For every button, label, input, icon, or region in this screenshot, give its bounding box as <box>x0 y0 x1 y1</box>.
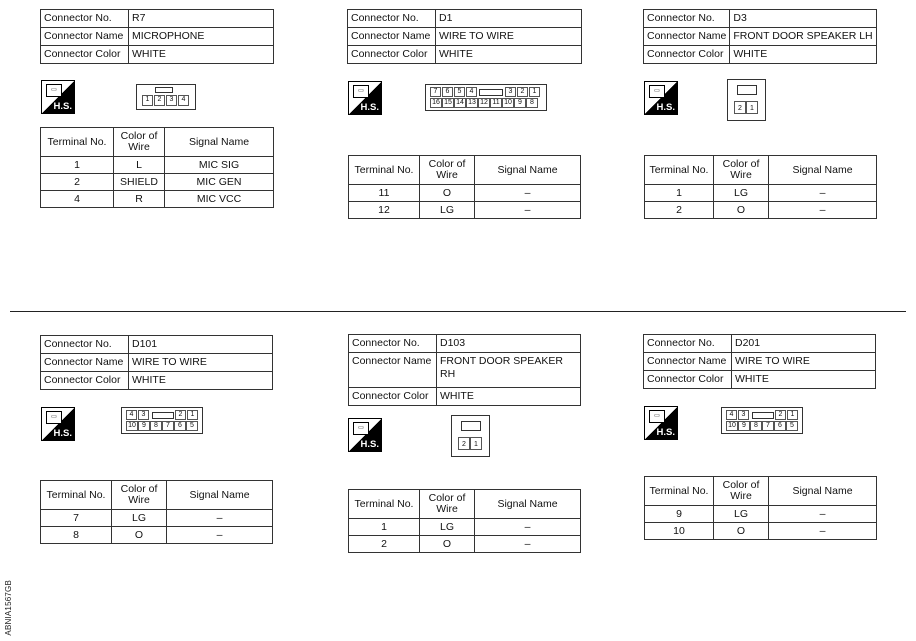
header-terminal-no: Terminal No. <box>41 481 112 510</box>
wire-color-cell: R <box>114 191 165 208</box>
pin-label: 2 <box>734 101 746 114</box>
signal-cell: – <box>475 536 581 553</box>
section-divider <box>10 311 906 312</box>
wire-color-cell: O <box>420 185 475 202</box>
connector-latch <box>155 87 173 93</box>
connector-name-value: WIRE TO WIRE <box>436 28 582 46</box>
pin-label: 1 <box>746 101 758 114</box>
table-row <box>645 523 877 540</box>
terminal-cell: 1 <box>41 157 114 174</box>
label-connector-color: Connector Color <box>41 46 129 64</box>
pin-label: 5 <box>454 87 465 97</box>
pin-label: 10 <box>126 421 138 431</box>
header-signal-name: Signal Name <box>475 490 581 519</box>
label-connector-no: Connector No. <box>41 336 129 354</box>
pin-label: 3 <box>166 95 177 106</box>
pin-label: 1 <box>470 437 482 450</box>
pin-label: 10 <box>726 421 738 431</box>
hs-label: H.S. <box>53 428 72 439</box>
figure-id: ABNIA1567GB <box>4 580 13 636</box>
connector-mini-icon: ▭ <box>353 85 369 98</box>
header-signal-name: Signal Name <box>475 156 581 185</box>
signal-cell: – <box>769 506 877 523</box>
pin-label: 13 <box>466 98 478 108</box>
label-connector-color: Connector Color <box>349 388 437 406</box>
label-connector-name: Connector Name <box>644 28 730 46</box>
signal-cell: – <box>475 202 581 219</box>
pin-label: 5 <box>786 421 798 431</box>
header-color-of-wire: Color of Wire <box>114 128 165 157</box>
connector-color-value: WHITE <box>437 388 581 406</box>
terminal-cell: 10 <box>645 523 714 540</box>
terminal-table-d3 <box>644 155 877 219</box>
pin-label: 11 <box>490 98 502 108</box>
wire-color-cell: O <box>112 527 167 544</box>
hs-label: H.S. <box>656 427 675 438</box>
header-terminal-no: Terminal No. <box>645 156 714 185</box>
terminal-cell: 1 <box>645 185 714 202</box>
table-row <box>41 510 273 527</box>
pin-label: 1 <box>187 410 198 420</box>
connector-color-value: WHITE <box>730 46 876 64</box>
connector-latch <box>752 412 774 419</box>
pin-label: 4 <box>466 87 477 97</box>
pin-label: 2 <box>175 410 186 420</box>
connector-face-d3 <box>727 79 766 121</box>
pin-label: 7 <box>762 421 774 431</box>
wire-color-cell: LG <box>420 202 475 219</box>
header-color-of-wire: Color of Wire <box>714 477 769 506</box>
harness-side-icon <box>644 81 678 115</box>
pin-label: 14 <box>454 98 466 108</box>
harness-side-icon <box>348 418 382 452</box>
signal-cell: – <box>769 523 877 540</box>
connector-no-value: D103 <box>437 335 581 353</box>
terminal-cell: 7 <box>41 510 112 527</box>
label-connector-name: Connector Name <box>348 28 436 46</box>
pin-label: 4 <box>726 410 737 420</box>
connector-name-value: FRONT DOOR SPEAKER LH <box>730 28 876 46</box>
hs-label: H.S. <box>53 101 72 112</box>
wire-color-cell: LG <box>714 185 769 202</box>
terminal-table-d101 <box>40 480 273 544</box>
wire-color-cell: LG <box>714 506 769 523</box>
connector-color-value: WHITE <box>129 46 274 64</box>
connector-info-d1 <box>347 9 582 64</box>
terminal-table-d201 <box>644 476 877 540</box>
signal-cell: – <box>475 519 581 536</box>
label-connector-name: Connector Name <box>349 353 437 388</box>
hs-label: H.S. <box>656 102 675 113</box>
table-row <box>41 191 274 208</box>
table-row <box>41 527 273 544</box>
terminal-cell: 2 <box>41 174 114 191</box>
pin-label: 8 <box>150 421 162 431</box>
connector-mini-icon: ▭ <box>353 422 369 435</box>
terminal-table-d103 <box>348 489 581 553</box>
pin-label: 5 <box>186 421 198 431</box>
pin-label: 8 <box>526 98 538 108</box>
terminal-cell: 9 <box>645 506 714 523</box>
connector-no-value: D201 <box>732 335 876 353</box>
wire-color-cell: L <box>114 157 165 174</box>
signal-cell: MIC VCC <box>165 191 274 208</box>
label-connector-name: Connector Name <box>41 354 129 372</box>
pin-label: 3 <box>505 87 516 97</box>
pin-label: 6 <box>442 87 453 97</box>
signal-cell: MIC SIG <box>165 157 274 174</box>
pin-label: 7 <box>430 87 441 97</box>
connector-info-d201 <box>643 334 876 389</box>
label-connector-color: Connector Color <box>644 46 730 64</box>
header-color-of-wire: Color of Wire <box>420 156 475 185</box>
connector-face-d101 <box>121 407 203 434</box>
terminal-cell: 8 <box>41 527 112 544</box>
label-connector-no: Connector No. <box>644 335 732 353</box>
hs-label: H.S. <box>360 102 379 113</box>
header-terminal-no: Terminal No. <box>41 128 114 157</box>
table-row <box>349 202 581 219</box>
header-color-of-wire: Color of Wire <box>112 481 167 510</box>
terminal-cell: 2 <box>645 202 714 219</box>
table-row <box>645 185 877 202</box>
connector-mini-icon: ▭ <box>46 411 62 424</box>
table-row <box>41 157 274 174</box>
pin-label: 9 <box>514 98 526 108</box>
pin-label: 15 <box>442 98 454 108</box>
connector-face-d201 <box>721 407 803 434</box>
connector-face-d103 <box>451 415 490 457</box>
connector-name-value: WIRE TO WIRE <box>129 354 273 372</box>
header-color-of-wire: Color of Wire <box>420 490 475 519</box>
connector-latch <box>461 421 481 431</box>
connector-color-value: WHITE <box>129 372 273 390</box>
pin-label: 6 <box>774 421 786 431</box>
connector-name-value: MICROPHONE <box>129 28 274 46</box>
wire-color-cell: SHIELD <box>114 174 165 191</box>
header-signal-name: Signal Name <box>167 481 273 510</box>
connector-no-value: D101 <box>129 336 273 354</box>
wire-color-cell: O <box>420 536 475 553</box>
pin-label: 9 <box>138 421 150 431</box>
header-color-of-wire: Color of Wire <box>714 156 769 185</box>
signal-cell: – <box>475 185 581 202</box>
table-row <box>349 536 581 553</box>
terminal-cell: 12 <box>349 202 420 219</box>
pin-label: 4 <box>178 95 189 106</box>
header-signal-name: Signal Name <box>165 128 274 157</box>
connector-info-r7 <box>40 9 274 64</box>
table-row <box>41 174 274 191</box>
connector-latch <box>737 85 757 95</box>
pin-label: 16 <box>430 98 442 108</box>
table-row <box>349 519 581 536</box>
pin-label: 12 <box>478 98 490 108</box>
terminal-cell: 1 <box>349 519 420 536</box>
header-signal-name: Signal Name <box>769 156 877 185</box>
table-row <box>645 506 877 523</box>
pin-label: 3 <box>738 410 749 420</box>
terminal-cell: 4 <box>41 191 114 208</box>
label-connector-name: Connector Name <box>41 28 129 46</box>
hs-label: H.S. <box>360 439 379 450</box>
connector-no-value: D3 <box>730 10 876 28</box>
harness-side-icon <box>41 80 75 114</box>
pin-label: 10 <box>502 98 514 108</box>
connector-info-d101 <box>40 335 273 390</box>
signal-cell: – <box>769 202 877 219</box>
connector-no-value: R7 <box>129 10 274 28</box>
connector-name-value: WIRE TO WIRE <box>732 353 876 371</box>
label-connector-no: Connector No. <box>41 10 129 28</box>
terminal-table-d1 <box>348 155 581 219</box>
header-terminal-no: Terminal No. <box>349 156 420 185</box>
pin-label: 8 <box>750 421 762 431</box>
pin-label: 1 <box>787 410 798 420</box>
pin-label: 4 <box>126 410 137 420</box>
signal-cell: – <box>769 185 877 202</box>
connector-latch <box>479 89 503 96</box>
pin-label: 9 <box>738 421 750 431</box>
wire-color-cell: LG <box>112 510 167 527</box>
connector-mini-icon: ▭ <box>46 84 62 97</box>
pin-label: 2 <box>458 437 470 450</box>
harness-side-icon <box>41 407 75 441</box>
connector-color-value: WHITE <box>732 371 876 389</box>
connector-face-d1 <box>425 84 547 111</box>
label-connector-name: Connector Name <box>644 353 732 371</box>
table-row <box>349 185 581 202</box>
harness-side-icon <box>644 406 678 440</box>
connector-face-r7 <box>136 84 196 110</box>
label-connector-color: Connector Color <box>644 371 732 389</box>
wire-color-cell: LG <box>420 519 475 536</box>
connector-mini-icon: ▭ <box>649 85 665 98</box>
label-connector-no: Connector No. <box>349 335 437 353</box>
label-connector-color: Connector Color <box>348 46 436 64</box>
header-terminal-no: Terminal No. <box>645 477 714 506</box>
pin-label: 2 <box>154 95 165 106</box>
connector-name-value: FRONT DOOR SPEAKER RH <box>437 353 581 388</box>
terminal-table-r7 <box>40 127 274 208</box>
label-connector-color: Connector Color <box>41 372 129 390</box>
header-terminal-no: Terminal No. <box>349 490 420 519</box>
connector-mini-icon: ▭ <box>649 410 665 423</box>
pin-label: 3 <box>138 410 149 420</box>
pin-label: 2 <box>775 410 786 420</box>
signal-cell: – <box>167 527 273 544</box>
wire-color-cell: O <box>714 523 769 540</box>
pin-label: 7 <box>162 421 174 431</box>
pin-label: 2 <box>517 87 528 97</box>
wire-color-cell: O <box>714 202 769 219</box>
connector-color-value: WHITE <box>436 46 582 64</box>
pin-label: 1 <box>142 95 153 106</box>
connector-info-d103 <box>348 334 581 406</box>
harness-side-icon <box>348 81 382 115</box>
label-connector-no: Connector No. <box>644 10 730 28</box>
terminal-cell: 2 <box>349 536 420 553</box>
table-row <box>645 202 877 219</box>
pin-label: 1 <box>529 87 540 97</box>
terminal-cell: 11 <box>349 185 420 202</box>
connector-latch <box>152 412 174 419</box>
connector-no-value: D1 <box>436 10 582 28</box>
pin-label: 6 <box>174 421 186 431</box>
signal-cell: – <box>167 510 273 527</box>
header-signal-name: Signal Name <box>769 477 877 506</box>
connector-info-d3 <box>643 9 877 64</box>
label-connector-no: Connector No. <box>348 10 436 28</box>
signal-cell: MIC GEN <box>165 174 274 191</box>
